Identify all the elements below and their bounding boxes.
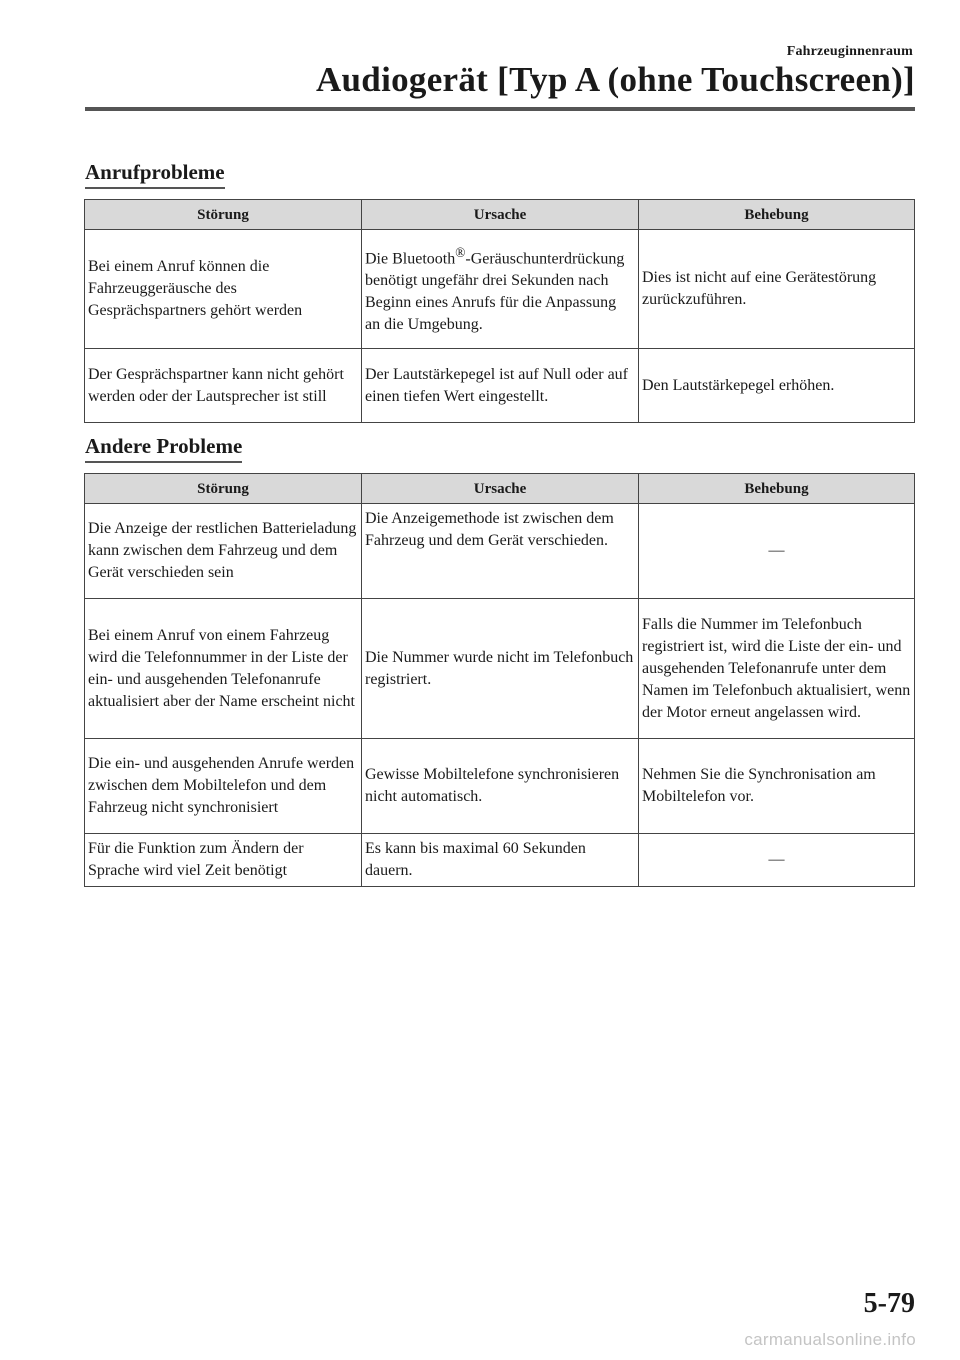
table-row [85,599,915,739]
ursache-cell: Der Lautstärkepegel ist auf Null oder auf einen tiefen Wert eingestellt. [362,349,639,423]
section-heading-andere-probleme: Andere Probleme [85,434,242,463]
stoerung-cell: Bei einem Anruf von einem Fahrzeug wird die Telefonnummer in der Liste der ein- und ausgehenden Telefonanrufe aktualisiert aber der Name erscheint nicht [85,599,362,739]
ursache-cell: Die Nummer wurde nicht im Telefonbuch registriert. [362,599,639,739]
behebung-cell: — [639,834,915,887]
ursache-cell [362,230,639,349]
section-heading-anrufprobleme: Anrufprobleme [85,160,225,189]
column-header-stoerung: Störung [85,474,362,504]
column-header-ursache: Ursache [362,200,639,230]
watermark: carmanualsonline.info [744,1330,916,1349]
table-row [85,230,915,349]
behebung-cell: — [639,504,915,599]
column-header-ursache: Ursache [362,474,639,504]
column-header-behebung: Behebung [639,474,915,504]
chapter-label: Fahrzeuginnenraum [786,44,913,59]
ursache-cell: Es kann bis maximal 60 Sekunden dauern. [362,834,639,887]
stoerung-cell: Die ein- und ausgehenden Anrufe werden zwischen dem Mobiltelefon und dem Fahrzeug nicht synchronisiert [85,739,362,834]
table-header-row [85,200,915,230]
column-header-stoerung: Störung [85,200,362,230]
stoerung-cell: Bei einem Anruf können die Fahrzeuggeräusche des Gesprächspartners gehört werden [85,230,362,349]
ursache-cell: Gewisse Mobiltelefone synchronisieren nicht automatisch. [362,739,639,834]
behebung-cell: Dies ist nicht auf eine Gerätestörung zurückzuführen. [639,230,915,349]
table-row [85,739,915,834]
table-row [85,349,915,423]
behebung-cell: Falls die Nummer im Telefonbuch registriert ist, wird die Liste der ein- und ausgehenden Telefonanrufe unter dem Namen im Telefonbuch aktualisiert, wenn der Motor erneut angelassen wird. [639,599,915,739]
behebung-cell: Den Lautstärkepegel erhöhen. [639,349,915,423]
table-row [85,504,915,599]
stoerung-cell: Für die Funktion zum Ändern der Sprache wird viel Zeit benötigt [85,834,362,887]
table-row [85,834,915,887]
registered-mark: ® [455,244,466,260]
stoerung-cell: Der Gesprächspartner kann nicht gehört werden oder der Lautsprecher ist still [85,349,362,423]
table-header-row [85,474,915,504]
stoerung-cell: Die Anzeige der restlichen Batterieladung kann zwischen dem Fahrzeug und dem Gerät verschieden sein [85,504,362,599]
behebung-cell: Nehmen Sie die Synchronisation am Mobiltelefon vor. [639,739,915,834]
anrufprobleme-table [84,199,915,423]
column-header-behebung: Behebung [639,200,915,230]
page-title: Audiogerät [Typ A (ohne Touchscreen)] [315,60,915,99]
page-number: 5-79 [863,1288,915,1319]
andere-probleme-table [84,473,915,887]
ursache-cell: Die Anzeigemethode ist zwischen dem Fahrzeug und dem Gerät verschieden. [362,504,639,599]
header-divider [85,107,915,111]
ursache-text-start: Die Bluetooth [365,250,456,268]
ursache-text-end: -Geräuschunterdrückung benötigt ungefähr drei Sekunden nach Beginn eines Anrufs für die Anpassung an die Umgebung. [365,250,625,334]
